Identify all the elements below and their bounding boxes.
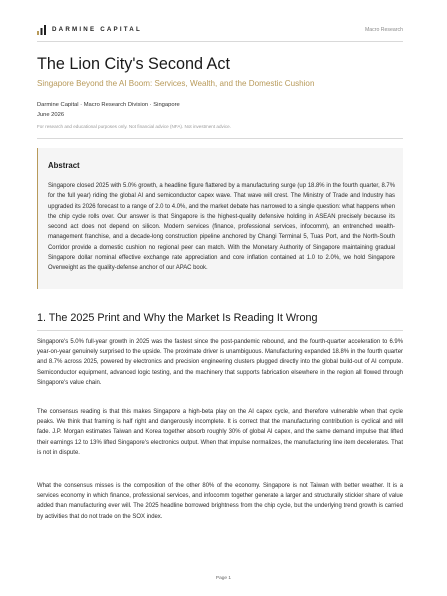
section-label: Macro Research bbox=[364, 27, 403, 33]
abstract-heading: Abstract bbox=[48, 161, 80, 170]
page-header bbox=[37, 24, 403, 38]
disclaimer: For research and educational purposes only. Not financial advice (NFA). Not investment advice. bbox=[37, 124, 231, 129]
document-title: The Lion City's Second Act bbox=[37, 55, 230, 73]
document-subtitle: Singapore Beyond the AI Boom: Services, Wealth, and the Domestic Cushion bbox=[37, 79, 315, 88]
publication-date: June 2026 bbox=[37, 112, 65, 118]
brand-name: DARMINE CAPITAL bbox=[52, 26, 142, 33]
author-line: Darmine Capital · Macro Research Division · Singapore bbox=[37, 102, 180, 108]
section-divider bbox=[37, 330, 403, 331]
body-paragraph: What the consensus misses is the composition of the other 80% of the economy. Singapore is not Taiwan with better weather. It is a services economy in which finance, professional services, and infocomm together generate a larger and structurally stickier share of value added than manufacturing ever will. The 2025 headline borrowed brightness from the chip cycle, but the underlying trend growth is carried by activities that do not trade on the SOX index. bbox=[37, 483, 403, 520]
page-number: Page 1 bbox=[215, 576, 232, 581]
abstract-text: Singapore closed 2025 with 5.0% growth, a headline figure flattered by a manufacturing surge (up 18.8% in the fourth quarter, 8.7% for the full year) riding the global AI and semiconductor capex wave. That wave will crest. The Ministry of Trade and Industry has upgraded its 2026 forecast to a range of 2.0 to 4.0%, and the market debate has narrowed to a single question: what happens when the chip cycle rolls over. Our answer is that Singapore is the highest-quality defensive holding in ASEAN precisely because its second act does not depend on silicon. Modern services (finance, professional services, infocomm), an entrenched wealth-management franchise, and a decade-long construction pipeline anchored by Changi Terminal 5, Tuas Port, and the North-South Corridor provide a domestic cushion no regional peer can match. With the Monetary Authority of Singapore maintaining gradual Singapore dollar nominal effective exchange rate appreciation and core inflation contained at 1.0 to 2.0%, we hold Singapore Overweight as the quality-defense anchor of our APAC book. bbox=[48, 183, 395, 272]
bar-chart-logo-icon bbox=[37, 25, 46, 35]
header-divider bbox=[37, 41, 403, 42]
body-paragraph: Singapore's 5.0% full-year growth in 2025 was the fastest since the post-pandemic rebound, and the fourth-quarter acceleration to 6.9% year-on-year genuinely surprised to the upside. The proximate driver is unambiguous. Manufacturing expanded 18.8% in the fourth quarter and 8.7% across 2025, powered by electronics and precision engineering clusters plugged directly into the global build-out of AI compute. Semiconductor equipment, advanced logic testing, and the machinery that supports fabrication elsewhere in the region all flowed through Singapore's value chain. bbox=[37, 339, 403, 386]
body-paragraph: The consensus reading is that this makes Singapore a high-beta play on the AI capex cycle, and therefore vulnerable when that cycle peaks. We think that framing is half right and dangerously incomplete. It is correct that the manufacturing contribution is cyclical and will fade. J.P. Morgan estimates Taiwan and Korea together absorb roughly 30% of global AI capex, and the same demand impulse that lifted their earnings 12 to 13% lifted Singapore's electronics output. When that impulse normalizes, the manufacturing line item decelerates. That is not in dispute. bbox=[37, 409, 403, 456]
section-heading: 1. The 2025 Print and Why the Market Is Reading It Wrong bbox=[37, 312, 318, 324]
title-divider bbox=[37, 138, 403, 139]
abstract-box bbox=[37, 148, 403, 289]
